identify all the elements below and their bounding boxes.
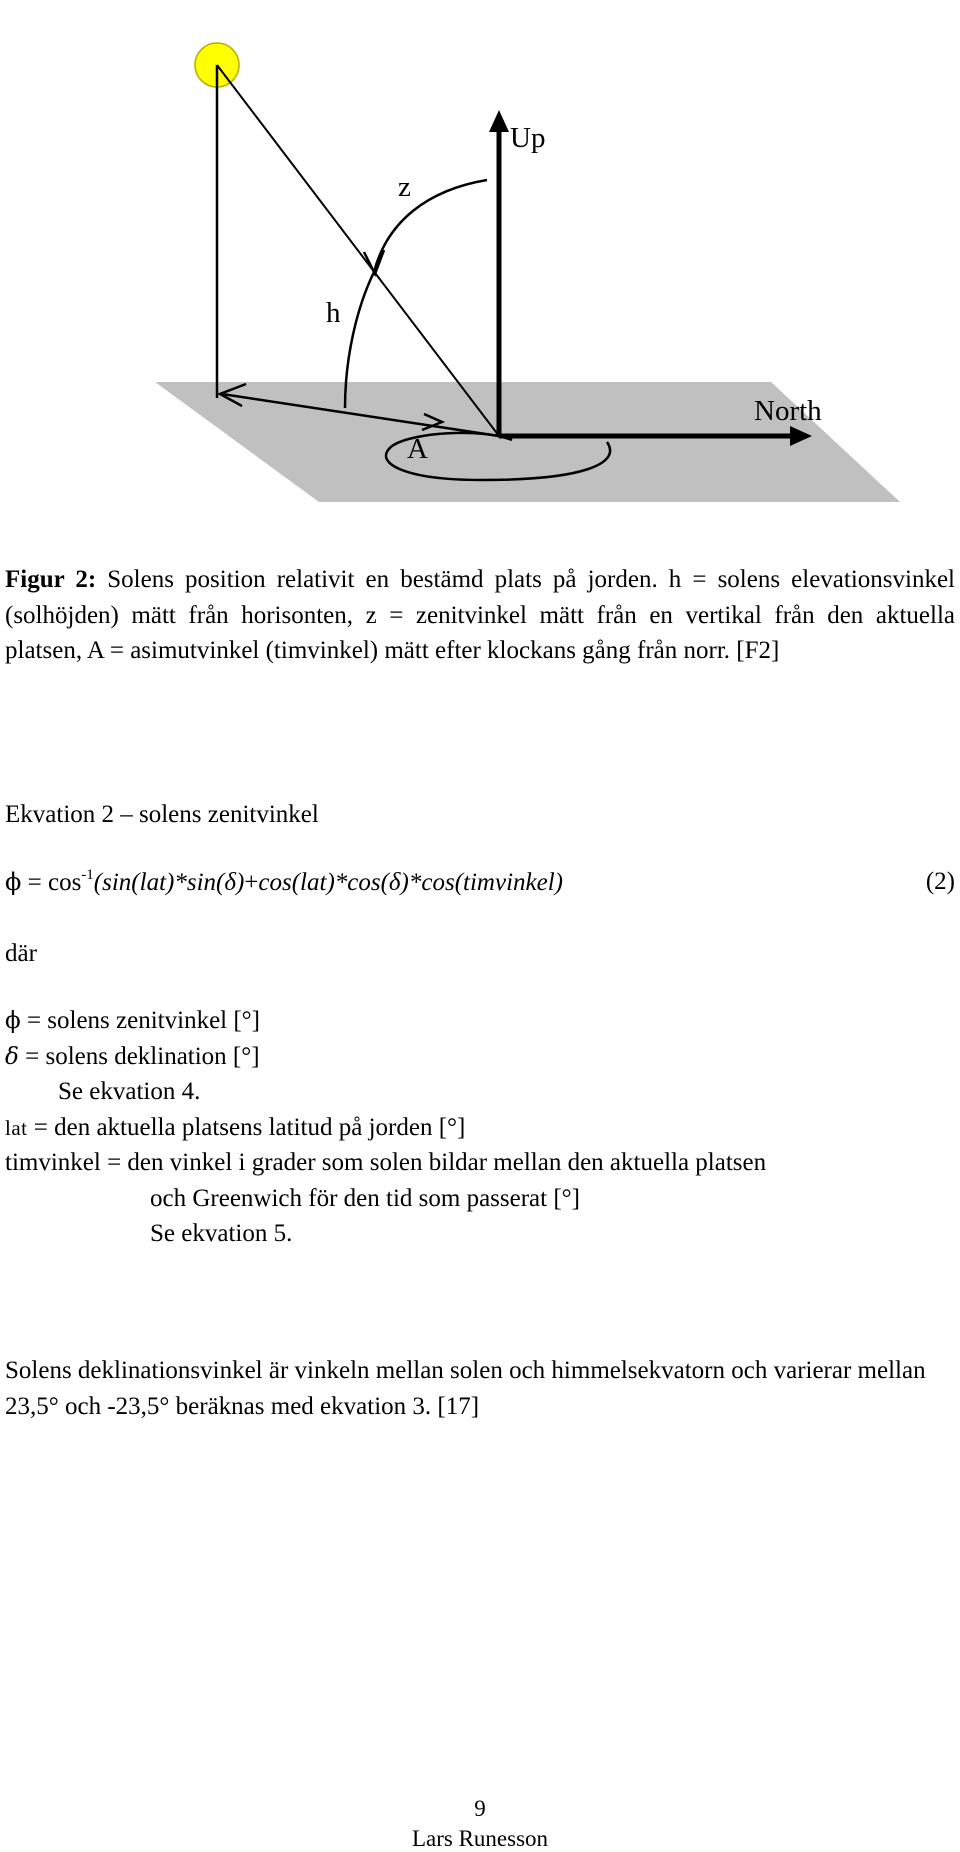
definition-lat bbox=[5, 1110, 955, 1146]
definition-timvinkel bbox=[5, 1145, 955, 1181]
equation-argument-2: cos(lat)*cos(δ)*cos(timvinkel) bbox=[258, 869, 563, 896]
equation-row bbox=[5, 868, 955, 908]
definition-delta bbox=[5, 1039, 955, 1075]
cos-exponent: -1 bbox=[81, 866, 94, 883]
definition-timvinkel-note: Se ekvation 5. bbox=[150, 1220, 293, 1247]
definition-text: = solens deklination [°] bbox=[18, 1042, 260, 1070]
plus-sign: + bbox=[244, 869, 259, 896]
definition-list bbox=[5, 1003, 955, 1252]
delta-symbol: δ bbox=[5, 1043, 19, 1070]
label-z: z bbox=[398, 171, 411, 203]
caption-lead: Figur 2: bbox=[5, 566, 97, 593]
timvinkel-symbol: timvinkel bbox=[5, 1149, 101, 1176]
up-arrowhead bbox=[489, 110, 509, 132]
definition-timvinkel-cont: och Greenwich för den tid som passerat [°] bbox=[150, 1184, 580, 1212]
lat-symbol: lat bbox=[5, 1115, 28, 1140]
equation-number: (2) bbox=[925, 868, 955, 895]
sun-ray-line bbox=[217, 65, 499, 436]
label-up: Up bbox=[510, 122, 546, 154]
label-h: h bbox=[326, 297, 341, 329]
declination-paragraph: Solens deklinationsvinkel är vinkeln mellan solen och himmelsekvatorn och varierar mellan 23,5° och -23,5° beräknas med ekvation 3. [17] bbox=[5, 1357, 926, 1420]
equals-sign: = bbox=[21, 869, 48, 896]
author-name: Lars Runesson bbox=[411, 1826, 549, 1851]
phi-symbol: ϕ bbox=[5, 1008, 21, 1034]
caption-text: Solens position relativit en bestämd plats på jorden. h = solens elevationsvinkel (solhöjden) mätt från horisonten, z = zenitvinkel mätt från en vertikal från den aktuella platsen, A = asimutvinkel (timvinkel) mätt efter klockans gång från norr. [F2] bbox=[5, 566, 956, 664]
label-north: North bbox=[754, 395, 822, 427]
phi-symbol: ϕ bbox=[5, 868, 22, 896]
definition-delta-note: Se ekvation 4. bbox=[58, 1078, 201, 1105]
definition-text: = den vinkel i grader som solen bildar mellan den aktuella platsen bbox=[100, 1149, 767, 1176]
definition-phi bbox=[5, 1003, 955, 1039]
zenith-arc bbox=[374, 180, 487, 272]
equation-argument-1: (sin(lat)*sin(δ) bbox=[93, 869, 245, 896]
figure-caption bbox=[5, 562, 955, 669]
label-a: A bbox=[407, 433, 428, 465]
sun-position-diagram bbox=[62, 2, 900, 532]
sun-position-figure bbox=[62, 2, 900, 532]
definition-text: = solens zenitvinkel [°] bbox=[20, 1007, 261, 1034]
page-number: 9 bbox=[474, 1796, 486, 1821]
equation-expression bbox=[5, 868, 563, 897]
dar-label: där bbox=[5, 940, 37, 967]
definition-text: = den aktuella platsens latitud på jorden [°] bbox=[27, 1113, 466, 1141]
cos-text: cos bbox=[47, 869, 82, 896]
cos-function bbox=[47, 866, 94, 896]
equation-heading: Ekvation 2 – solens zenitvinkel bbox=[5, 801, 319, 828]
